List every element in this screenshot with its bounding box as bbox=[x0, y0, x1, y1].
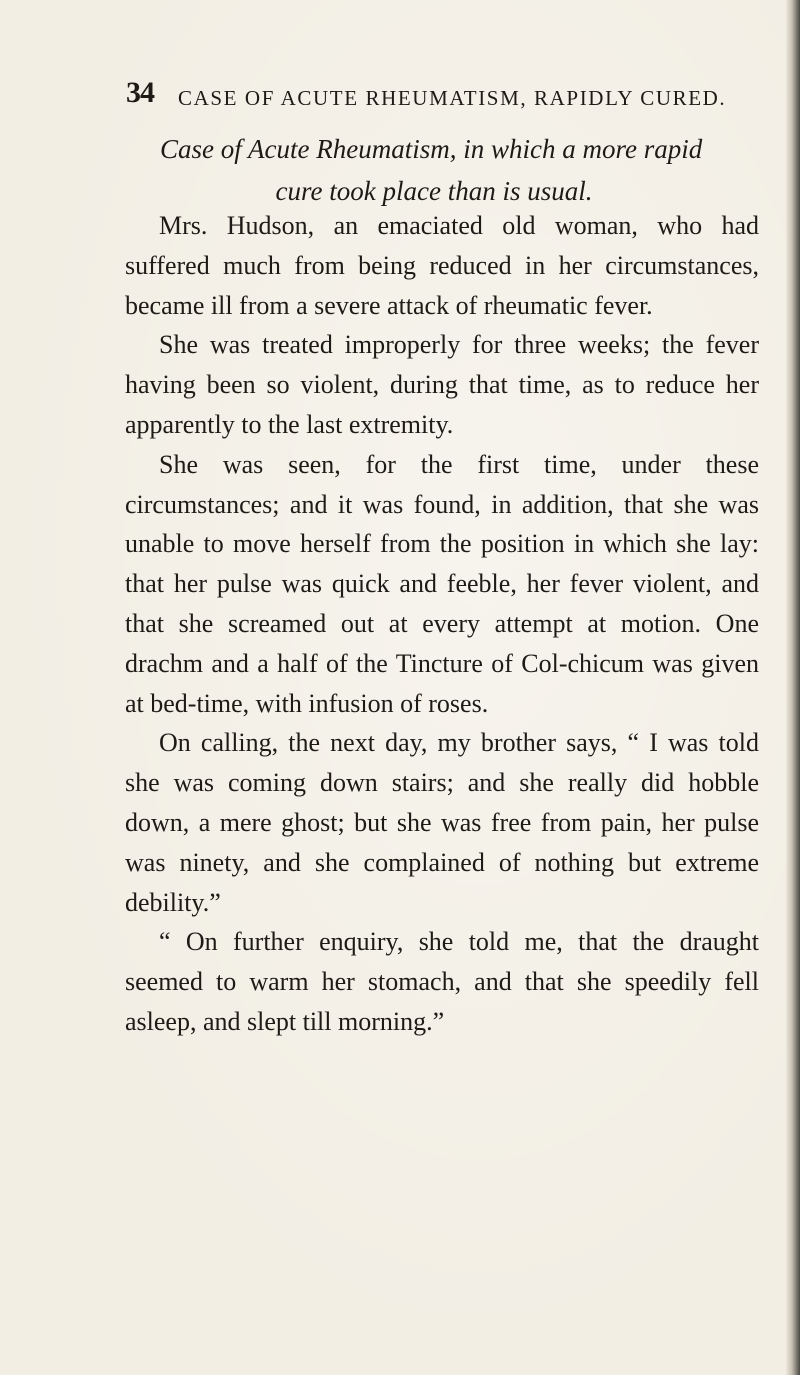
page-number: 34 bbox=[126, 76, 154, 109]
page-edge-shadow bbox=[786, 0, 800, 1375]
section-title-line-2: cure took place than is usual. bbox=[275, 176, 593, 206]
paragraph-2: She was treated improperly for three weeks; the fever having been so violent, during that time, as to reduce her apparently to the last extremity. bbox=[125, 330, 759, 439]
section-title bbox=[160, 128, 760, 212]
section-title-line-1: Case of Acute Rheumatism, in which a more rapid bbox=[160, 134, 703, 164]
paragraph-5: “ On further enquiry, she told me, that the draught seemed to warm her stomach, and that she speedily fell asleep, and slept till morning.” bbox=[125, 927, 759, 1036]
paragraph-3: She was seen, for the first time, under these circumstances; and it was found, in addition, that she was unable to move herself from the position in which she lay: that her pulse was quick and feeble, her fever violent, and that she screamed out at every attempt at motion. One drachm and a half of the Tincture of Col-chicum was given at bed-time, with infusion of roses. bbox=[125, 449, 759, 718]
running-head: CASE OF ACUTE RHEUMATISM, RAPIDLY CURED. bbox=[178, 86, 727, 110]
body-text bbox=[125, 206, 759, 1042]
paragraph-1: Mrs. Hudson, an emaciated old woman, who had suffered much from being reduced in her circumstances, became ill from a severe attack of rheumatic fever. bbox=[125, 211, 759, 320]
paragraph-4: On calling, the next day, my brother says, “ I was told she was coming down stairs; and she really did hobble down, a mere ghost; but she was free from pain, her pulse was ninety, and she complained of nothing but extreme debility.” bbox=[125, 728, 759, 917]
page-header bbox=[126, 78, 766, 118]
